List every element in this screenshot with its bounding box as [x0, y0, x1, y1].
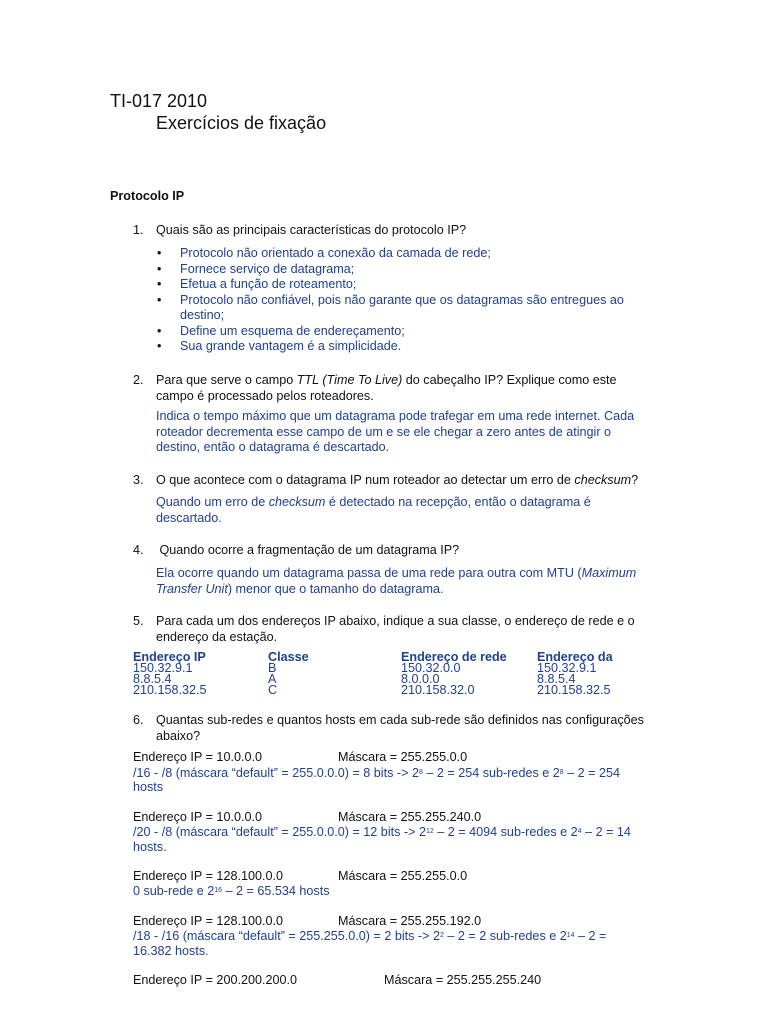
list-item: • Efetua a função de roteamento; — [157, 277, 357, 291]
question-6-text: Quantas sub-redes e quantos hosts em cada sub-rede são definidos nas configurações abaixo? — [156, 713, 644, 743]
question-number: 6. — [133, 713, 144, 727]
bullet-icon: • — [157, 277, 162, 291]
answer-4: Ela ocorre quando um datagrama passa de uma rede para outra com MTU (Maximum Transfer Unit) menor que o tamanho do datagrama. — [156, 566, 637, 596]
config-answer-line2: hosts — [133, 780, 164, 794]
question-5-text: Para cada um dos endereços IP abaixo, indique a sua classe, o endereço de rede e o endereço da estação. — [156, 614, 635, 644]
table-cell: A — [268, 672, 277, 686]
config-answer: 0 sub-rede e $2^{16} - 2 = 65.534$ hosts — [133, 884, 330, 898]
table-cell: 150.32.9.1 — [537, 661, 597, 675]
question-3-text: O que acontece com o datagrama IP num roteador ao detectar um erro de checksum? — [156, 473, 639, 487]
bullet-icon: • — [157, 261, 162, 276]
config-answer-line2: hosts. — [133, 840, 167, 854]
question-2-text: Para que serve o campo TTL (Time To Live) do cabeçalho IP? Explique como este campo é processado pelos roteadores. — [156, 373, 617, 403]
ip-address-table — [133, 650, 653, 700]
question-1-text: Quais são as principais características do protocolo IP? — [156, 223, 467, 237]
section-title: Protocolo IP — [110, 189, 185, 203]
config-ip: Endereço IP = 128.100.0.0 — [133, 914, 283, 928]
config-ip: Endereço IP = 128.100.0.0 — [133, 869, 283, 883]
question-4-text: Quando ocorre a fragmentação de um datagrama IP? — [156, 543, 460, 557]
table-cell: 210.158.32.0 — [401, 683, 475, 697]
question-number: 3. — [133, 473, 144, 487]
config-mask: Máscara = 255.255.240.0 — [338, 810, 482, 824]
table-header-ip: Endereço IP — [133, 650, 206, 664]
list-item: • Define um esquema de endereçamento; — [157, 323, 405, 338]
table-cell: 150.32.9.1 — [133, 661, 193, 675]
list-item: • Fornece serviço de datagrama; — [157, 261, 355, 276]
list-item: • Protocolo não confiável, pois não garante que os datagramas são entregues ao destino; — [157, 292, 624, 322]
config-ip: Endereço IP = 10.0.0.0 — [133, 810, 262, 824]
question-number: 1. — [133, 223, 144, 237]
question-number: 4. — [133, 543, 144, 557]
table-header-station: Endereço da — [537, 650, 613, 664]
config-answer-line2: 16.382 hosts. — [133, 944, 209, 958]
table-header-network: Endereço de rede — [401, 650, 507, 664]
bullet-icon: • — [157, 323, 162, 338]
list-item: • Protocolo não orientado a conexão da camada de rede; — [157, 246, 491, 260]
answer-1-bullet-list — [155, 246, 655, 355]
table-cell: B — [268, 661, 277, 675]
config-ip: Endereço IP = 10.0.0.0 — [133, 750, 262, 764]
config-mask: Máscara = 255.255.255.240 — [384, 973, 542, 987]
bullet-icon: • — [157, 292, 162, 307]
question-number: 2. — [133, 373, 144, 387]
table-cell: C — [268, 683, 278, 697]
list-item: • Sua grande vantagem é a simplicidade. — [157, 339, 402, 353]
table-cell: 210.158.32.5 — [537, 683, 611, 697]
bullet-icon: • — [157, 339, 162, 353]
table-header-class: Classe — [268, 650, 309, 664]
answer-2: Indica o tempo máximo que um datagrama pode trafegar em uma rede internet. Cada roteador decrementa esse campo de um e se ele chegar a zero antes de atingir o destino, então o datagrama é descartado. — [156, 409, 635, 454]
question-number: 5. — [133, 614, 144, 628]
table-cell: 8.8.5.4 — [133, 672, 172, 686]
config-mask: Máscara = 255.255.192.0 — [338, 914, 482, 928]
config-answer: /18 - /16 (máscara “default” = 255.255.0.0) = 2 bits -> $2^2 - 2 = 2$ sub-redes e $2^{14} - 2$ = — [133, 929, 607, 943]
config-answer: /20 - /8 (máscara “default” = 255.0.0.0) = 12 bits -> $2^{12} - 2 = 4094$ sub-redes e $2^4 - 2 = 14$ — [133, 825, 631, 839]
table-cell: 210.158.32.5 — [133, 683, 207, 697]
document-code: TI-017 2010 — [110, 91, 208, 111]
config-answer: /16 - /8 (máscara “default” = 255.0.0.0) = 8 bits -> $2^8 - 2 = 254$ sub-redes e $2^8 - 2 = 254$ — [133, 766, 621, 780]
document-subtitle: Exercícios de fixação — [156, 113, 327, 133]
config-mask: Máscara = 255.255.0.0 — [338, 869, 468, 883]
bullet-icon: • — [157, 246, 162, 260]
table-cell: 8.8.5.4 — [537, 672, 576, 686]
config-ip: Endereço IP = 200.200.200.0 — [133, 973, 297, 987]
answer-3: Quando um erro de checksum é detectado na recepção, então o datagrama é descartado. — [156, 495, 591, 525]
table-cell: 8.0.0.0 — [401, 672, 440, 686]
table-cell: 150.32.0.0 — [401, 661, 461, 675]
config-mask: Máscara = 255.255.0.0 — [338, 750, 468, 764]
